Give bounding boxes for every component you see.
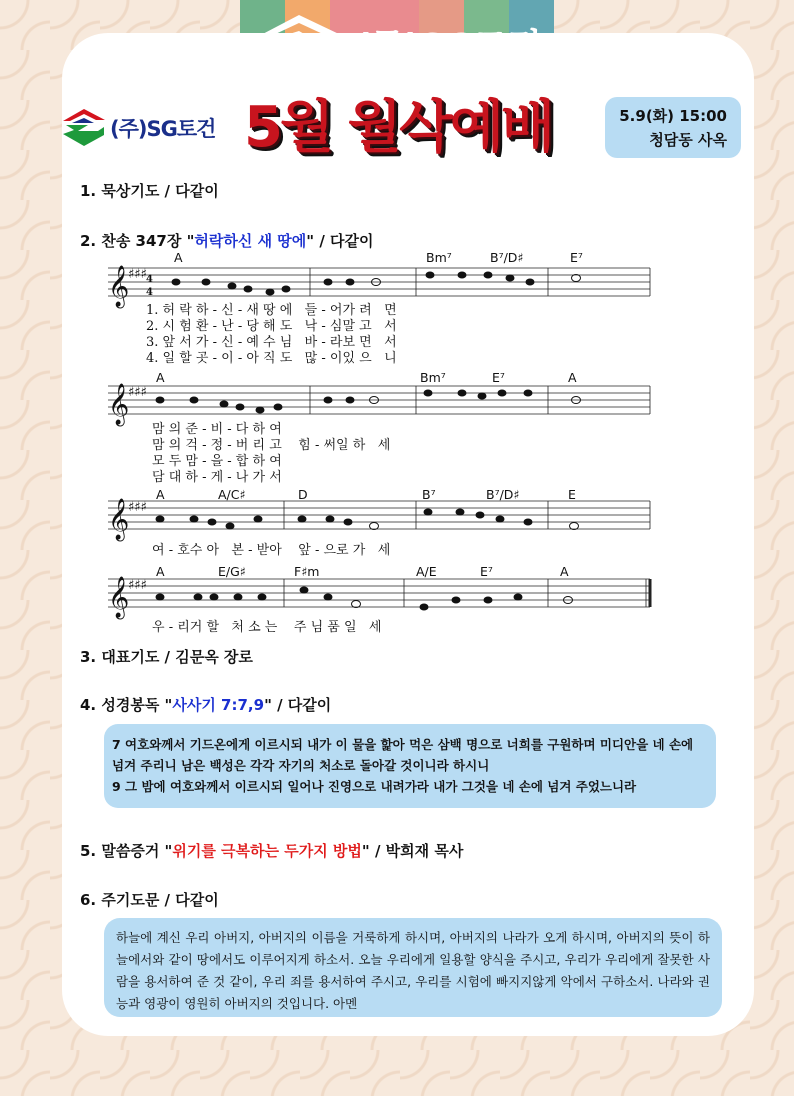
- chord-label: A/E: [416, 564, 437, 579]
- lyric-line: 4. 일 할 곳 - 이 - 아 직 도 많 - 이있 으 니: [146, 351, 397, 366]
- chord-label: B⁷: [422, 487, 436, 502]
- lyric-line: 맘 의 준 - 비 - 다 하 여: [152, 422, 282, 437]
- chord-label: A: [568, 370, 577, 385]
- svg-text:♯♯♯: ♯♯♯: [128, 500, 147, 515]
- lyric-line: 모 두 맘 - 을 - 합 하 여: [152, 454, 282, 469]
- small-brand-name: (주)SG토건: [110, 117, 216, 141]
- section-representative-prayer: 3. 대표기도 / 김문옥 장로: [80, 648, 253, 666]
- treble-clef-icon: 𝄞: [108, 577, 130, 618]
- chord-label: E⁷: [480, 564, 493, 579]
- hymn-score: [98, 250, 658, 640]
- svg-text:♯♯♯: ♯♯♯: [128, 385, 147, 400]
- chord-label: E⁷: [492, 370, 505, 385]
- banner-logo: [240, 0, 554, 88]
- chord-label: A: [560, 564, 569, 579]
- chord-label: E⁷: [570, 250, 583, 265]
- section-scripture: [80, 694, 331, 715]
- company-logo-icon: [62, 108, 106, 148]
- verse-7: 7 여호와께서 기드온에게 이르시되 내가 이 물을 핥아 먹은 삼백 명으로 너희를 구원하며 미디안을 네 손에 넘겨 주리니 남은 백성은 각각 자기의 처소로 돌아갈 것이니라 하시니: [112, 737, 694, 773]
- chord-label: E/G♯: [218, 564, 246, 579]
- chord-label: B⁷/D♯: [490, 250, 524, 265]
- section-scripture-prefix: 4. 성경봉독 ": [80, 696, 173, 714]
- service-date: 5.9(화) 15:00: [619, 107, 727, 125]
- chord-label: E: [568, 487, 576, 502]
- section-hymn: [80, 230, 374, 251]
- scripture-box: [104, 724, 716, 808]
- chord-label: A: [156, 370, 165, 385]
- chord-label: A: [156, 564, 165, 579]
- chord-label: Bm⁷: [426, 250, 452, 265]
- chord-label: B⁷/D♯: [486, 487, 520, 502]
- lords-prayer-box: 하늘에 계신 우리 아버지, 아버지의 이름을 거룩하게 하시며, 아버지의 나라가 오게 하시며, 아버지의 뜻이 하늘에서와 같이 땅에서도 이루어지게 하소서. 오늘 우리에게 일용할 양식을 주시고, 우리가 우리에게 잘못한 사람을 용서하여 준 것 같이, 우리 죄를 용서하여 주시고, 우리를 시험에 빠지지않게 악에서 구하소서. 나라와 권능과 영광이 영원히 아버지의 것입니다. 아멘: [104, 918, 722, 1017]
- section-sermon-suffix: " / 박희재 목사: [361, 842, 464, 860]
- sermon-title: 위기를 극복하는 두가지 방법: [172, 842, 362, 860]
- treble-clef-icon: 𝄞: [108, 384, 130, 425]
- lyric-line: 우 - 리거 할 처 소 는 주 님 품 일 세: [152, 620, 382, 635]
- section-silent-prayer: 1. 묵상기도 / 다같이: [80, 182, 219, 200]
- staff-line-3: [108, 501, 650, 529]
- section-sermon-prefix: 5. 말씀증거 ": [80, 842, 173, 860]
- chord-label: F♯m: [294, 564, 320, 579]
- staff-line-1: [108, 268, 650, 296]
- lyric-line: 2. 시 험 환 - 난 - 당 해 도 낙 - 심말 고 서: [146, 319, 397, 334]
- chord-label: A: [174, 250, 183, 265]
- date-box: [605, 97, 741, 158]
- section-hymn-suffix: " / 다같이: [306, 232, 374, 250]
- lyric-line: 담 대 하 - 게 - 나 가 서: [152, 470, 282, 485]
- hymn-title: 허락하신 새 땅에: [194, 232, 307, 250]
- page-title: 5월 월삭예배: [244, 95, 552, 160]
- lyric-line: 3. 앞 서 가 - 신 - 예 수 님 바 - 라보 면 서: [146, 335, 397, 350]
- chord-label: A: [156, 487, 165, 502]
- verse-9: 9 그 밤에 여호와께서 이르시되 일어나 진영으로 내려가라 내가 그것을 네 손에 넘겨 주었느니라: [112, 779, 637, 794]
- svg-text:♯♯♯: ♯♯♯: [128, 267, 147, 282]
- treble-clef-icon: 𝄞: [108, 499, 130, 540]
- scripture-reference: 사사기 7:7,9: [172, 696, 265, 714]
- lyric-line: 맘 의 걱 - 정 - 버 리 고 힘 - 써일 하 세: [152, 438, 391, 453]
- chord-label: Bm⁷: [420, 370, 446, 385]
- chord-label: D: [298, 487, 308, 502]
- lyric-line: 1. 허 락 하 - 신 - 새 땅 에 들 - 어가 려 면: [146, 303, 397, 318]
- service-place: 청담동 사옥: [649, 131, 727, 149]
- chord-label: A/C♯: [218, 487, 246, 502]
- svg-text:4: 4: [146, 274, 153, 285]
- lyric-line: 여 - 호수 아 본 - 받아 앞 - 으로 가 세: [152, 543, 391, 558]
- section-sermon: [80, 840, 463, 861]
- banner-brand-name: (주)SG토건: [355, 26, 541, 68]
- section-lords-prayer: 6. 주기도문 / 다같이: [80, 891, 219, 909]
- svg-text:♯♯♯: ♯♯♯: [128, 578, 147, 593]
- small-logo: [62, 108, 215, 148]
- svg-text:4: 4: [146, 287, 153, 298]
- section-scripture-suffix: " / 다같이: [264, 696, 332, 714]
- section-hymn-prefix: 2. 찬송 347장 ": [80, 232, 195, 250]
- staff-line-4: [108, 579, 650, 607]
- company-logo-icon: [253, 13, 345, 75]
- treble-clef-icon: 𝄞: [108, 266, 130, 307]
